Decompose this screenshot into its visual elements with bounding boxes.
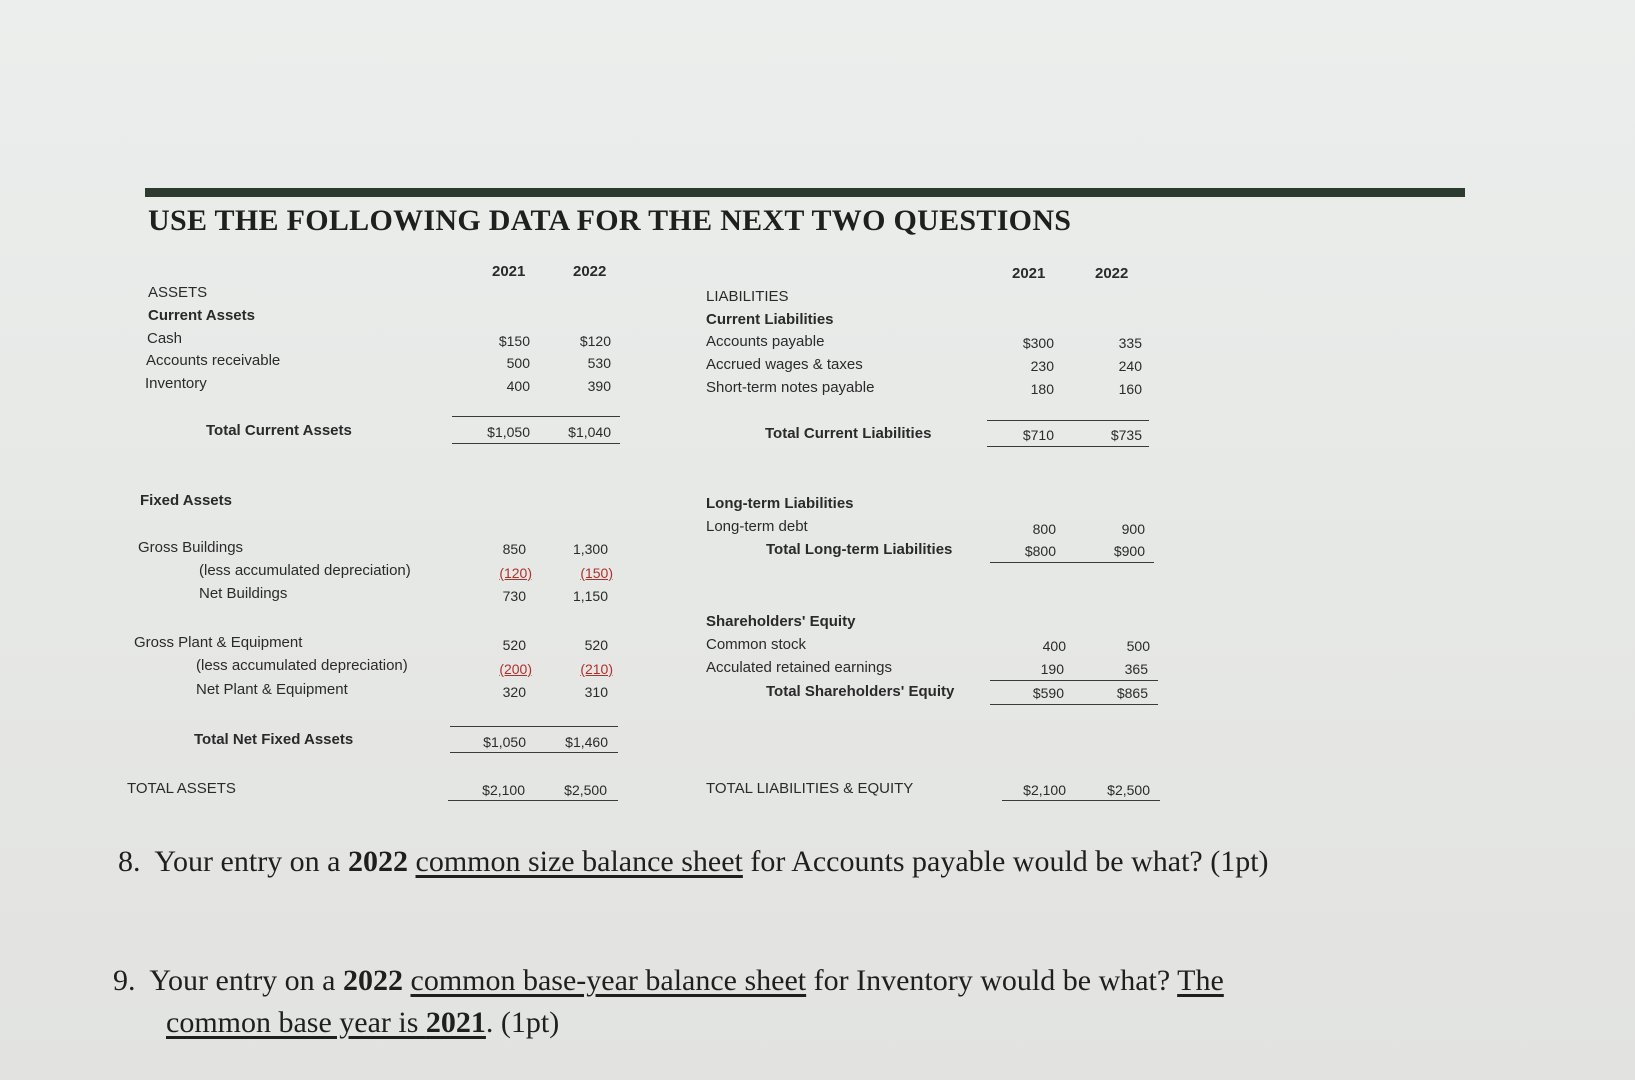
common-stock-2022: 500	[1126, 638, 1150, 654]
total-equity-2021: $590	[1032, 685, 1064, 701]
total-assets-label: TOTAL ASSETS	[127, 780, 236, 797]
rule-total-current-assets-top	[452, 416, 620, 417]
rule-total-current-assets-bottom	[452, 443, 620, 444]
total-current-assets-label: Total Current Assets	[206, 422, 352, 439]
accrued-label: Accrued wages & taxes	[706, 356, 863, 373]
liabilities-title: LIABILITIES	[706, 288, 789, 305]
inventory-2021: 400	[506, 378, 530, 394]
gross-buildings-2021: 850	[502, 541, 526, 557]
total-lt-2021: $800	[1024, 543, 1056, 559]
q9-pre: Your entry on a	[149, 964, 343, 997]
gross-plant-label: Gross Plant & Equipment	[134, 634, 303, 651]
liab-year-2021: 2021	[1012, 265, 1046, 282]
ar-label: Accounts receivable	[146, 352, 281, 369]
total-equity-label: Total Shareholders' Equity	[766, 683, 955, 700]
q9-number: 9.	[113, 964, 136, 997]
cash-2021: $150	[498, 333, 530, 349]
less-dep-buildings-label: (less accumulated depreciation)	[199, 562, 411, 579]
q9-underlined: common base-year balance sheet	[410, 964, 807, 997]
notes-2021: 180	[1030, 381, 1054, 397]
rule-total-net-fixed-top	[450, 726, 618, 727]
total-liab-equity-label: TOTAL LIABILITIES & EQUITY	[706, 780, 914, 797]
net-buildings-label: Net Buildings	[199, 585, 288, 602]
q8-pre: Your entry on a	[154, 845, 348, 878]
rule-total-lt-bottom	[990, 562, 1154, 563]
equity-title: Shareholders' Equity	[706, 613, 856, 630]
less-dep-plant-label: (less accumulated depreciation)	[196, 657, 408, 674]
accrued-2021: 230	[1030, 358, 1054, 374]
rule-total-equity-top	[990, 680, 1158, 681]
rule-total-equity-bottom	[990, 704, 1158, 705]
q9-line2-underlined	[166, 1006, 486, 1039]
rule-total-current-liab-bottom	[987, 446, 1149, 447]
total-current-assets-2021: $1,050	[487, 424, 530, 440]
assets-year-2022: 2022	[573, 263, 607, 280]
rule-total-liab-equity-bottom	[1002, 800, 1160, 801]
q9-line2-text: common base year is	[166, 1006, 426, 1039]
inventory-2022: 390	[587, 378, 611, 394]
cash-label: Cash	[147, 330, 183, 347]
less-dep-plant-2021: (200)	[499, 661, 532, 677]
rule-total-current-liab-top	[987, 420, 1149, 421]
ap-2021: $300	[1022, 335, 1054, 351]
retained-earnings-2021: 190	[1040, 661, 1064, 677]
current-liabilities-title: Current Liabilities	[706, 311, 834, 328]
cash-2022: $120	[579, 333, 611, 349]
fixed-assets-title: Fixed Assets	[140, 492, 232, 509]
q9-post: for Inventory would be what?	[806, 964, 1178, 997]
current-assets-title: Current Assets	[148, 307, 255, 324]
q8-post: for Accounts payable would be what? (1pt)	[742, 845, 1269, 878]
net-plant-2022: 310	[584, 684, 608, 700]
total-lt-label: Total Long-term Liabilities	[766, 541, 953, 558]
net-plant-2021: 320	[502, 684, 526, 700]
less-dep-buildings-2022: (150)	[580, 565, 613, 581]
total-assets-2021: $2,100	[482, 782, 525, 798]
retained-earnings-label: Acculated retained earnings	[706, 659, 892, 676]
common-stock-2021: 400	[1042, 638, 1066, 654]
retained-earnings-2022: 365	[1124, 661, 1148, 677]
total-current-liab-2021: $710	[1022, 427, 1054, 443]
q9-tail-underlined: The	[1177, 964, 1224, 997]
assets-year-2021: 2021	[492, 263, 526, 280]
ar-2022: 530	[587, 355, 611, 371]
ap-label: Accounts payable	[706, 333, 825, 350]
total-current-liab-2022: $735	[1110, 427, 1142, 443]
page-heading: USE THE FOLLOWING DATA FOR THE NEXT TWO QUESTIONS	[148, 204, 1072, 237]
question-8	[118, 845, 1269, 879]
total-equity-2022: $865	[1116, 685, 1148, 701]
total-lt-2022: $900	[1113, 543, 1145, 559]
liab-year-2022: 2022	[1095, 265, 1129, 282]
notes-2022: 160	[1118, 381, 1142, 397]
total-liab-equity-2021: $2,100	[1023, 782, 1066, 798]
gross-buildings-2022: 1,300	[572, 541, 608, 557]
total-net-fixed-2022: $1,460	[565, 734, 608, 750]
lt-debt-label: Long-term debt	[706, 518, 808, 535]
q8-underlined: common size balance sheet	[415, 845, 743, 878]
common-stock-label: Common stock	[706, 636, 807, 653]
header-rule	[145, 188, 1465, 197]
lt-debt-2022: 900	[1121, 521, 1145, 537]
rule-total-assets-bottom	[448, 800, 618, 801]
net-buildings-2022: 1,150	[572, 588, 608, 604]
q8-year: 2022	[348, 845, 408, 878]
gross-plant-2022: 520	[584, 637, 608, 653]
net-plant-label: Net Plant & Equipment	[196, 681, 348, 698]
notes-label: Short-term notes payable	[706, 379, 875, 396]
net-buildings-2021: 730	[502, 588, 526, 604]
total-assets-2022: $2,500	[564, 782, 607, 798]
q9-line2-year: 2021	[425, 1006, 486, 1039]
question-9-line2	[166, 1006, 559, 1040]
less-dep-buildings-2021: (120)	[499, 565, 532, 581]
assets-title: ASSETS	[148, 284, 208, 301]
lt-debt-2021: 800	[1032, 521, 1056, 537]
gross-plant-2021: 520	[502, 637, 526, 653]
total-current-liab-label: Total Current Liabilities	[765, 425, 932, 442]
accrued-2022: 240	[1118, 358, 1142, 374]
lt-liabilities-title: Long-term Liabilities	[706, 495, 854, 512]
inventory-label: Inventory	[145, 375, 207, 392]
ar-2021: 500	[506, 355, 530, 371]
total-net-fixed-2021: $1,050	[483, 734, 526, 750]
total-liab-equity-2022: $2,500	[1107, 782, 1150, 798]
question-9	[113, 964, 1224, 998]
total-current-assets-2022: $1,040	[568, 424, 611, 440]
q9-year: 2022	[343, 964, 403, 997]
gross-buildings-label: Gross Buildings	[138, 539, 244, 556]
less-dep-plant-2022: (210)	[580, 661, 613, 677]
q8-number: 8.	[118, 845, 141, 878]
ap-2022: 335	[1118, 335, 1142, 351]
total-net-fixed-label: Total Net Fixed Assets	[194, 731, 354, 748]
q9-line2-post: . (1pt)	[485, 1006, 560, 1039]
rule-total-net-fixed-bottom	[450, 752, 618, 753]
